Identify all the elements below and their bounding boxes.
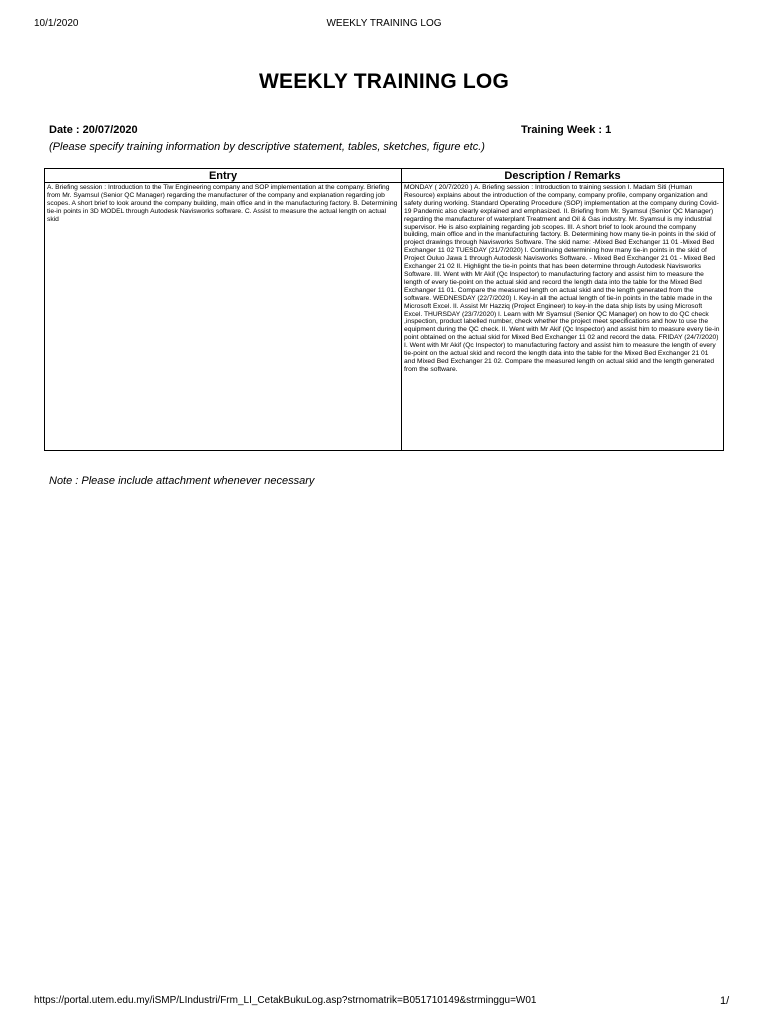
- instruction-text: (Please specify training information by descriptive statement, tables, sketches, figure etc.): [49, 141, 485, 153]
- page-title: WEEKLY TRAINING LOG: [259, 70, 509, 93]
- attachment-note: Note : Please include attachment whenever necessary: [49, 475, 315, 487]
- description-column-header: Description / Remarks: [402, 169, 724, 183]
- page-number: 1/: [720, 995, 730, 1007]
- training-week: Training Week : 1: [521, 124, 612, 136]
- table-header-row: [45, 169, 724, 183]
- entry-column-header: Entry: [45, 169, 402, 183]
- table-row: [45, 183, 724, 451]
- log-date: Date : 20/07/2020: [49, 124, 138, 136]
- print-date: 10/1/2020: [34, 18, 79, 29]
- description-cell: MONDAY ( 20/7/2020 ) A. Briefing session : Introduction to training session I. Madam Siti (Human Resource) explains about the introduction of the company, company profile, company organization and safety during working. Standard Operating Procedure (SOP) implementation at the company during Covid-19 Pandemic also clearly explained and emphasized. II. Briefing from Mr. Syamsul (Senior QC Manager) regarding the manufacturer of waterplant Treatment and Oil & Gas industry. Mr. Syamsul is my industrial supervisor. He is also explaining regarding job scopes. III. A short brief to look around the company building, main office and in the manufacturing factory. B. Determining how many tie-in points in the skid of project drawings through Navisworks Software. The skid name: -Mixed Bed Exchanger 11 01 -Mixed Bed Exchanger 11 02 TUESDAY (21/7/2020) I. Continuing determining how many tie-in points in the skid of Project Ouluo Jawa 1 through Autodesk Navisworks Software. - Mixed Bed Exchanger 21 01 - Mixed Bed Exchanger 21 02 II. Highlight the tie-in points that has been determine through Autodesk Navisworks Software. III. Went with Mr Akif (Qc Inspector) to manufacturing factory and assist him to measure the length of every tie-point on the actual skid and record the length data into the table for the Mixed Bed Exchanger 11 01. Compare the measured length on actual skid and the length generated from the software. WEDNESDAY (22/7/2020) I. Key-in all the actual length of tie-in points in the table made in the Microsoft Excel. II. Assist Mr Hazziq (Project Engineer) to key-in the data ship lists by using Microsoft Excel. THURSDAY (23/7/2020) I. Learn with Mr Syamsul (Senior QC Manager) on how to do QC check ,inspection, product labelled number, check whether the project meet specifications and how to use the equipment during the QC check. II. Went with Mr Akif (Qc Inspector) and assist him to measure every tie-in point obtained on the actual skid for Mixed Bed Exchanger 11 02 and record the data. FRIDAY (24/7/2020) I. Went with Mr Akif (Qc Inspector) to manufacturing factory and assist him to measure the length of every tie-point on the actual skid and record the length data into the table for the Mixed Bed Exchanger 21 01 and Mixed Bed Exchanger 21 02. Compare the measured length on actual skid and the length generated from the software.: [402, 183, 724, 451]
- footer-url: https://portal.utem.edu.my/iSMP/LIndustri/Frm_LI_CetakBukuLog.asp?strnomatrik=B051710149&strminggu=W01: [34, 995, 537, 1006]
- print-header-title: WEEKLY TRAINING LOG: [326, 18, 442, 29]
- entry-cell: A. Briefing session : Introduction to the Tiw Engineering company and SOP implementation at the company. Briefing from Mr. Syamsul (Senior QC Manager) regarding the manufacturer of the company and explanation regarding job scopes. A short brief to look around the company building, main office and in the manufacturing factory. B. Determining tie-in points in 3D MODEL through Autodesk Navisworks software. C. Assist to measure the actual length on actual skid: [45, 183, 402, 451]
- training-log-table: [44, 168, 724, 451]
